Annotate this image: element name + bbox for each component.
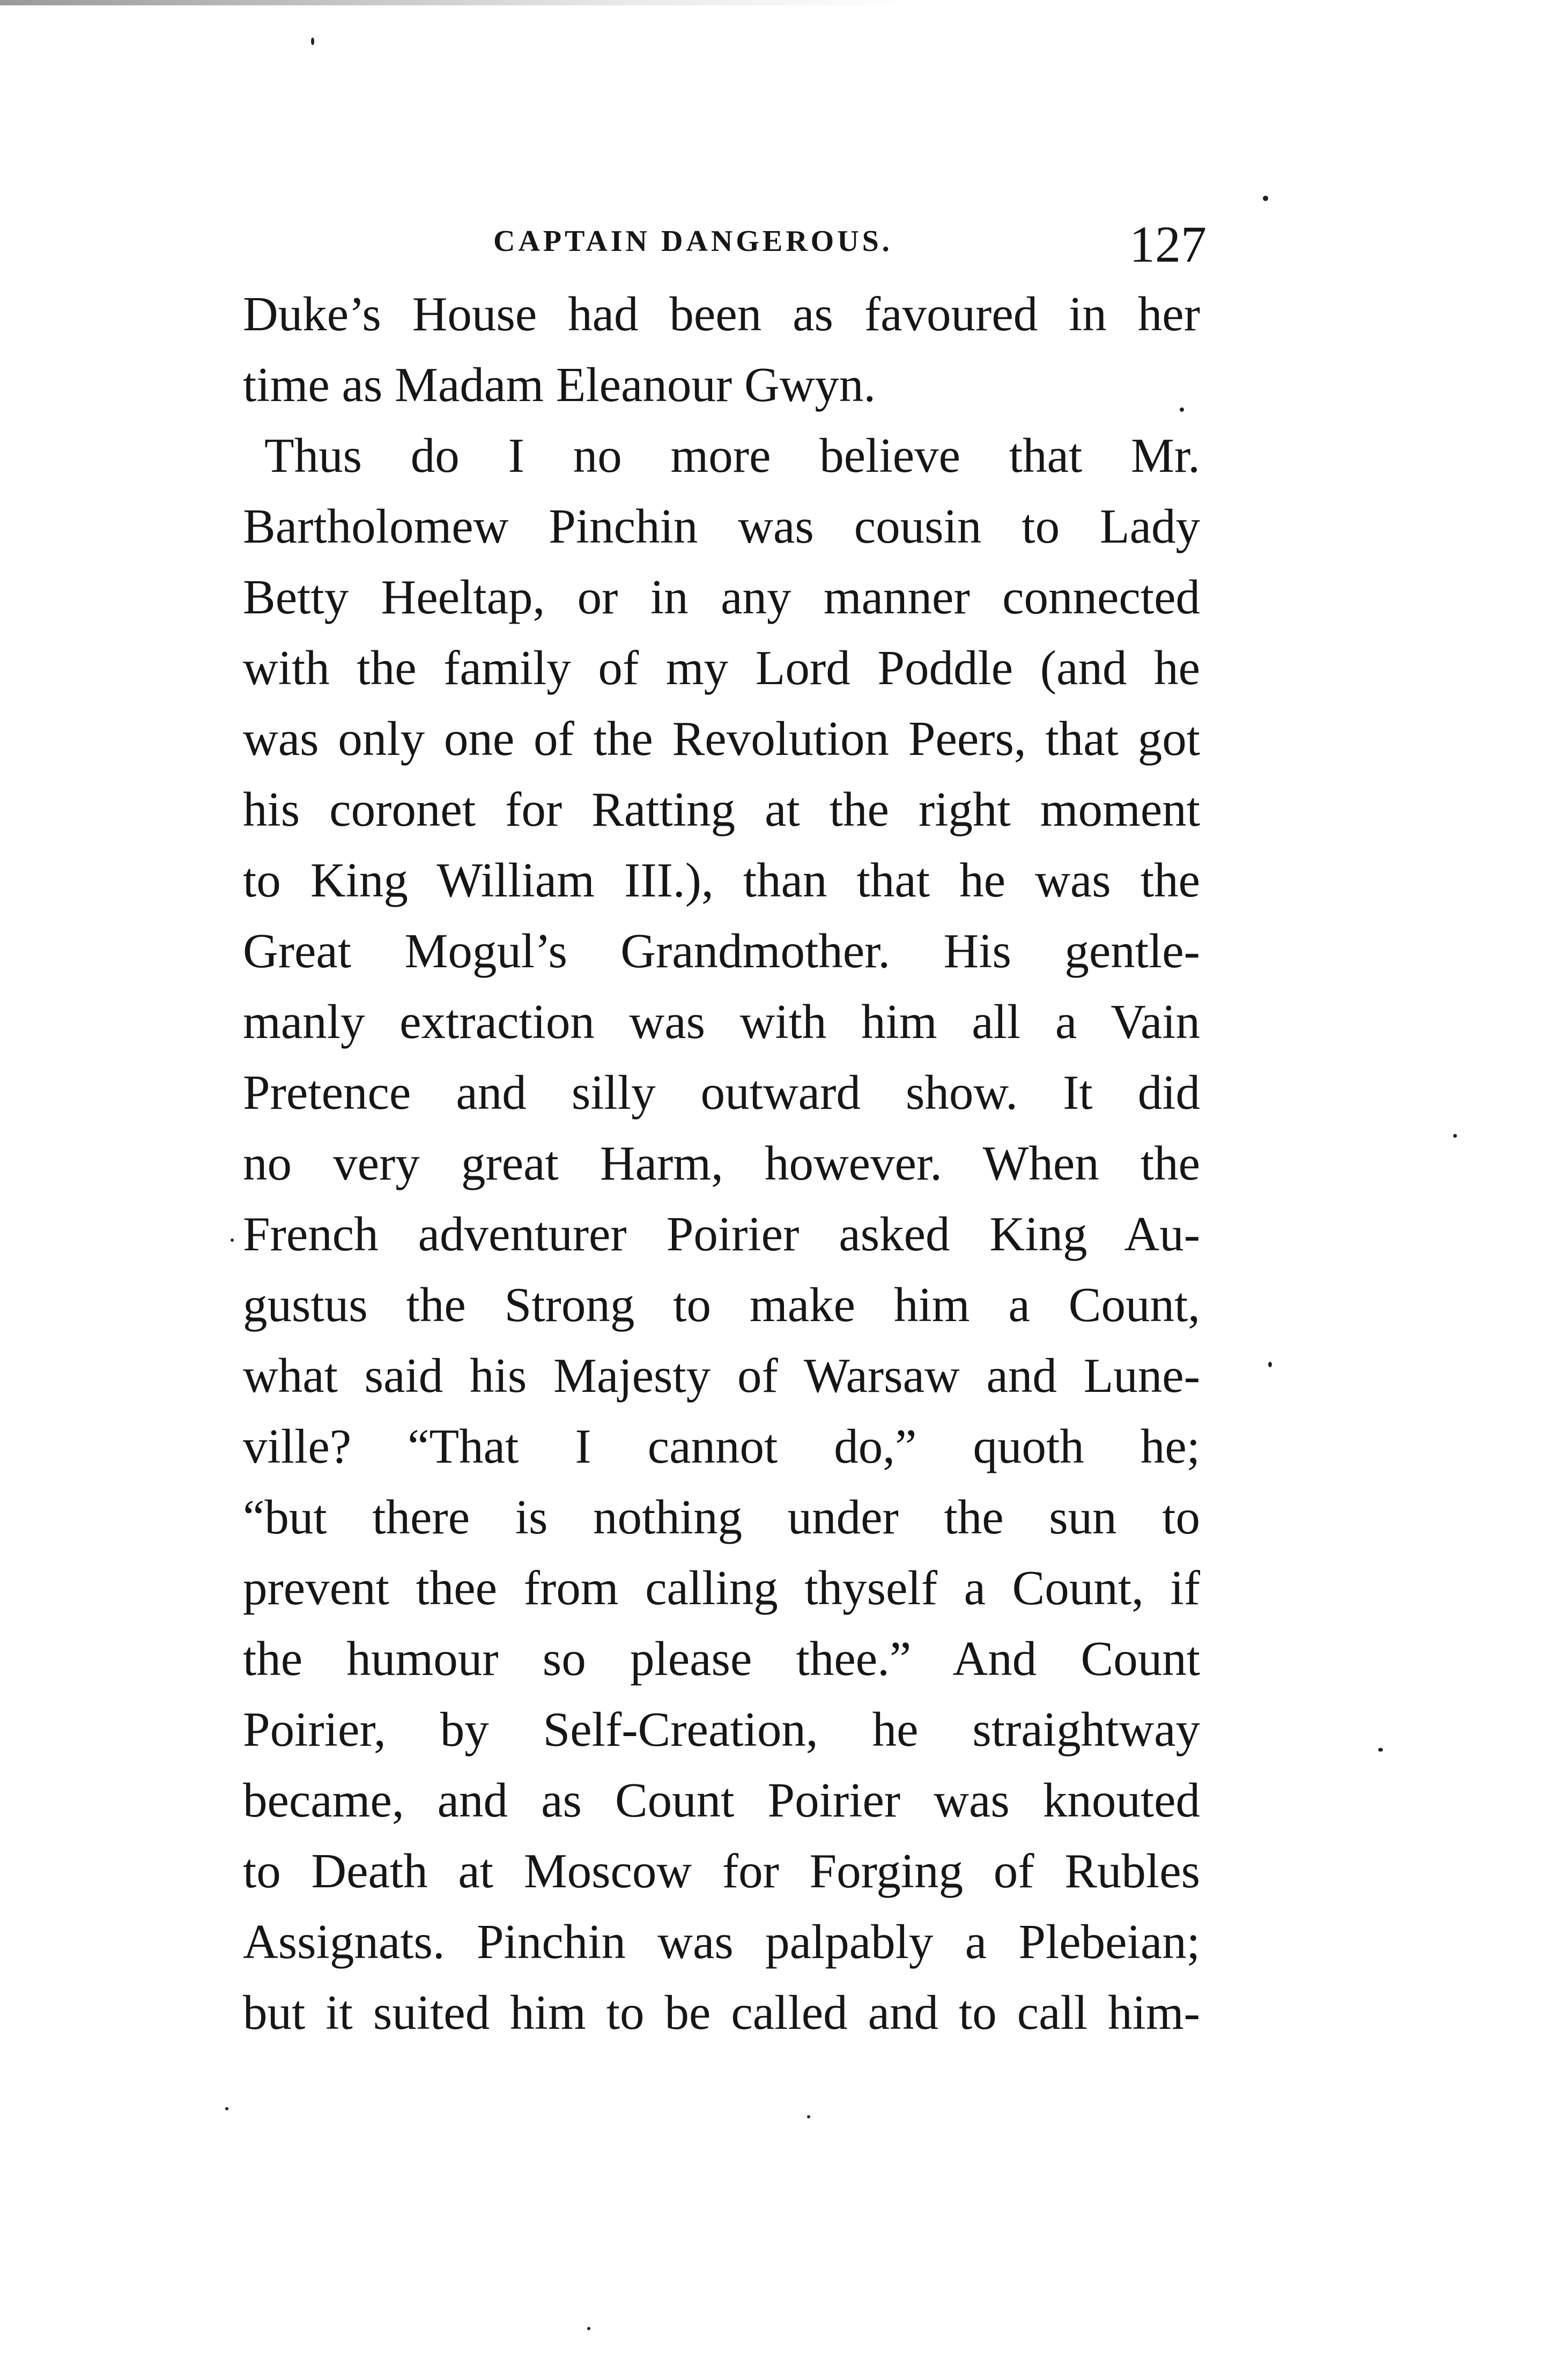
text-line: to King William III.), than that he was the [243, 853, 1200, 907]
scan-speck [311, 38, 314, 45]
text-line: prevent thee from calling thyself a Count, if [243, 1561, 1200, 1615]
text-line: gustus the Strong to make him a Count, [243, 1278, 1200, 1332]
scan-speck [1180, 407, 1184, 412]
text-line: with the family of my Lord Poddle (and he [243, 641, 1200, 695]
text-line: but it suited him to be called and to call him- [243, 1985, 1200, 2040]
text-line: time as Madam Eleanour Gwyn. [243, 358, 876, 412]
text-line: the humour so please thee.” And Count [243, 1632, 1200, 1686]
page-number: 127 [1129, 216, 1207, 273]
text-line: Betty Heeltap, or in any manner connected [243, 570, 1200, 624]
running-title: CAPTAIN DANGEROUS. [493, 225, 893, 258]
text-line: Thus do I no more believe that Mr. [264, 428, 1200, 483]
text-line: Assignats. Pinchin was palpably a Plebeian; [243, 1915, 1200, 1969]
scan-speck [1453, 1134, 1457, 1138]
scan-speck [225, 2107, 228, 2110]
text-line: to Death at Moscow for Forging of Rubles [243, 1844, 1200, 1898]
page-header [493, 214, 1207, 279]
text-line: Great Mogul’s Grandmother. His gentle- [243, 924, 1200, 978]
text-line: what said his Majesty of Warsaw and Lune- [243, 1348, 1200, 1403]
text-line: French adventurer Poirier asked King Au- [243, 1207, 1200, 1261]
text-line: no very great Harm, however. When the [243, 1136, 1200, 1190]
text-line: Poirier, by Self-Creation, he straightway [243, 1702, 1200, 1756]
text-line: ville? “That I cannot do,” quoth he; [243, 1419, 1200, 1473]
text-line: became, and as Count Poirier was knouted [243, 1773, 1200, 1827]
text-line: his coronet for Ratting at the right moment [243, 782, 1200, 836]
scan-speck [1268, 1362, 1272, 1367]
text-line: “but there is nothing under the sun to [243, 1490, 1200, 1544]
text-line: was only one of the Revolution Peers, that got [243, 711, 1200, 766]
text-line: manly extraction was with him all a Vain [243, 995, 1200, 1049]
text-line: Bartholomew Pinchin was cousin to Lady [243, 499, 1200, 553]
scan-edge-smudge [0, 0, 912, 5]
scan-speck [807, 2115, 810, 2118]
text-line: Duke’s House had been as favoured in her [243, 287, 1200, 341]
text-line: Pretence and silly outward show. It did [243, 1065, 1200, 1119]
scan-speck [231, 1239, 234, 1242]
scan-speck [1263, 196, 1268, 201]
scan-speck [1378, 1748, 1383, 1752]
scan-speck [587, 2327, 590, 2330]
